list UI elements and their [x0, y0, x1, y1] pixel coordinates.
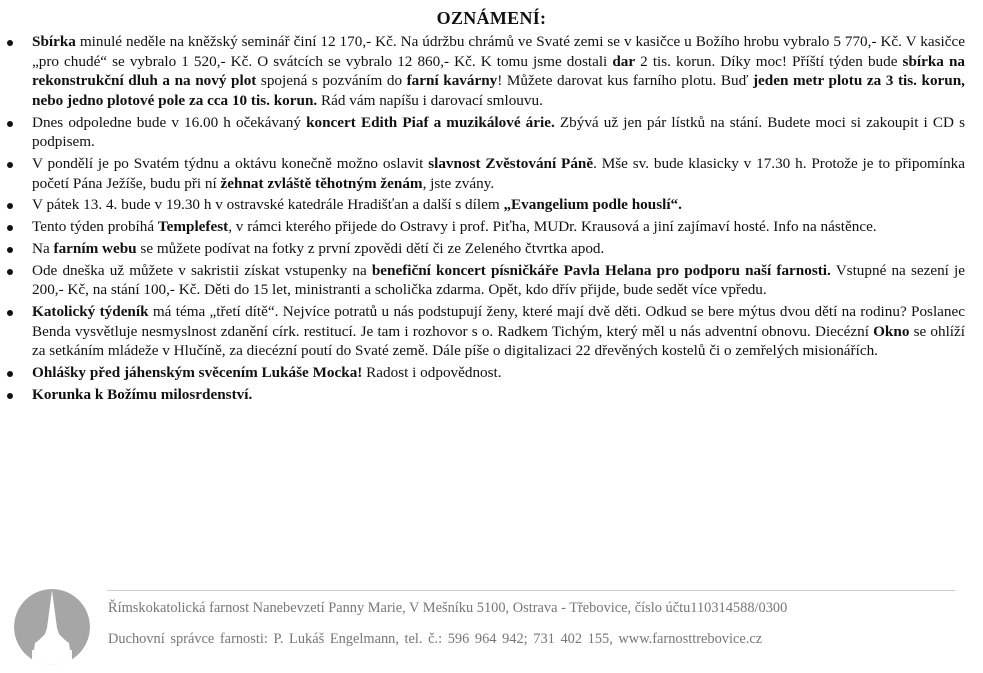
footer-parish-info: Římskokatolická farnost Nanebevzetí Panny Marie, V Mešníku 5100, Ostrava - Třebovice, číslo účtu110314588/0300: [108, 600, 788, 616]
announcement-item: [32, 113, 965, 152]
announcement-item: [32, 239, 965, 259]
announcement-item: [32, 195, 965, 215]
text-bold: Templefest: [157, 218, 229, 236]
text: minulé neděle na kněžský seminář činí 12 170,- Kč. Na údržbu chrámů ve Svaté zemi se v kasičce u Božího hrobu vybralo 5 770,- Kč. V kasičce „pro chudé“ se vybralo 1 520,- Kč. O svátcích se vybralo 12 860,- Kč. K tomu jsme dostali: [32, 33, 965, 70]
text: má téma „třetí dítě“. Nejvíce potratů u nás podstupují ženy, které mají dvě děti. Odkud se bere mýtus dvou dětí na rodinu? Poslanec Benda vysvětluje nesmyslnost zdanění círk. restitucí. Je tam i rozhovor s o. Radkem Tichým, který měl u nás adventní obnovu. Diecézní: [32, 303, 965, 340]
text-bold: Katolický týdeník: [32, 303, 149, 321]
text: se ohlíží za setkáním mládeže v Hlučíně, za diecézní poutí do Svaté země. Dále píše o digitalizaci 22 dřevěných kostelů či o zemřelých misionářích.: [32, 322, 965, 360]
page-title: OZNÁMENÍ:: [436, 8, 547, 28]
text-bold: Ohlášky před jáhenským svěcením Lukáše Mocka!: [32, 364, 363, 381]
text: Ode dneška už můžete v sakristii získat vstupenky na: [32, 261, 372, 279]
text-bold: Korunka k Božímu milosrdenství.: [32, 385, 253, 403]
announcement-item: [32, 217, 965, 237]
text-bold: farní kavárny: [406, 72, 498, 90]
footer-divider: [107, 590, 955, 591]
text-bold: farním webu: [53, 239, 137, 257]
announcement-item: [32, 32, 965, 110]
text-bold: sbírka na rekonstrukční dluh a na nový plot: [32, 52, 966, 90]
text-bold: Okno: [873, 322, 910, 340]
text: ! Můžete darovat kus farního plotu. Buď: [497, 72, 753, 90]
announcement-item: [32, 363, 965, 383]
announcement-item: [32, 302, 965, 361]
text: Rád vám napíšu i darovací smlouvu.: [317, 91, 543, 109]
text-bold: dar: [612, 52, 636, 70]
text: V pondělí je po Svatém týdnu a oktávu konečně možno oslavit: [32, 154, 429, 172]
text: , v rámci kterého přijede do Ostravy i prof. Piťha, MUDr. Krausová a jiní zajímaví hosté. Info na nástěnce.: [228, 218, 877, 236]
text-bold: benefiční koncert písničkáře Pavla Helana pro podporu naší farnosti.: [371, 261, 831, 279]
church-silhouette-logo-icon: [13, 588, 91, 666]
text: Vstupné na sezení je 200,- Kč, na stání 100,- Kč. Děti do 15 let, ministranti a scholička zdarma. Opět, kdo dřív přijde, bude sedět více vpředu.: [32, 261, 965, 299]
text: Radost i odpovědnost.: [362, 364, 502, 381]
text-bold: jeden metr plotu za 3 tis. korun, nebo jedno plotové pole za cca 10 tis. korun.: [32, 72, 965, 109]
text: 2 tis. korun. Díky moc! Příští týden bude: [635, 52, 903, 70]
text-bold: slavnost Zvěstování Páně: [428, 154, 594, 172]
text: se můžete podívat na fotky z první zpovědi dětí či ze Zeleného čtvrtka apod.: [136, 239, 605, 257]
text: Na: [32, 239, 54, 257]
announcement-item: [32, 385, 965, 405]
text-bold: koncert Edith Piaf a muzikálové árie.: [306, 113, 555, 131]
text: Dnes odpoledne bude v 16.00 h očekávaný: [32, 113, 307, 131]
announcement-list: [0, 32, 965, 407]
text: V pátek 13. 4. bude v 19.30 h v ostravské katedrále Hradišťan a další s dílem: [32, 196, 504, 214]
text: , jste zvány.: [422, 174, 495, 192]
text-bold: žehnat zvláště těhotným ženám: [220, 174, 423, 192]
text: Tento týden probíhá: [32, 218, 158, 236]
text: spojená s pozváním do: [256, 72, 407, 90]
footer-contact-info: Duchovní správce farnosti: P. Lukáš Engelmann, tel. č.: 596 964 942; 731 402 155, www.farnosttrebovice.cz: [108, 631, 763, 647]
text-bold: „Evangelium podle houslí“.: [503, 196, 682, 214]
text-bold: Sbírka: [32, 33, 76, 50]
text: Zbývá už jen pár lístků na stání. Budete moci si zakoupit i CD s podpisem.: [32, 113, 965, 151]
text: . Mše sv. bude klasicky v 17.30 h. Protože je to připomínka početí Pána Ježíše, budu při ní: [32, 154, 965, 192]
announcement-item: [32, 154, 965, 193]
announcement-item: [32, 261, 965, 300]
